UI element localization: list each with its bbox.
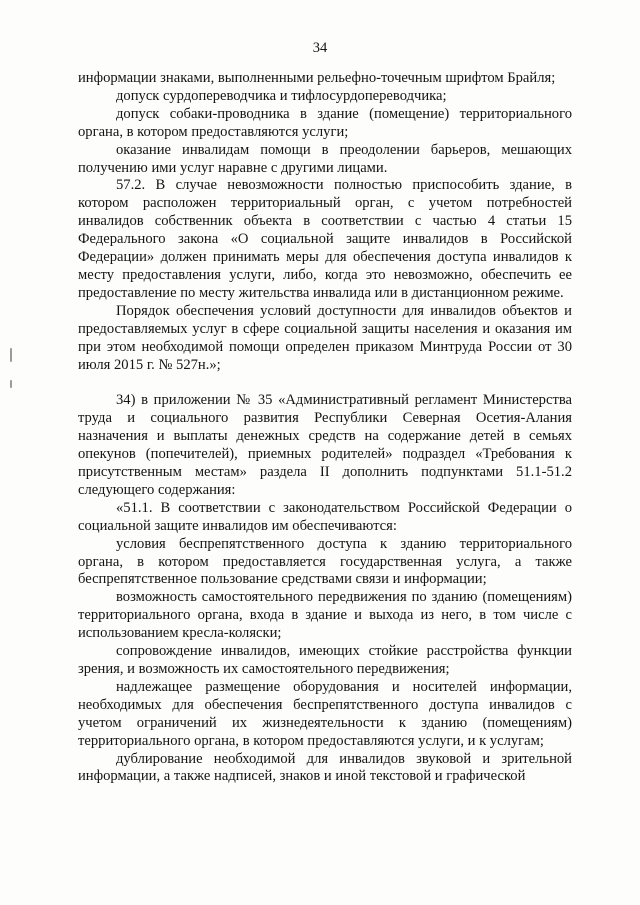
paragraph: 34) в приложении № 35 «Административный регламент Министерства труда и социального развития Республики Северная Осетия-Алания назначения и выплаты денежных средств на содержание детей в семьях опекунов (попечителей), приемных родителей» подраздел «Требования к присутственным местам» раздела II дополнить подпунктами 51.1-51.2 следующего содержания:: [78, 392, 572, 498]
paragraph: информации знаками, выполненными рельефно-точечным шрифтом Брайля;: [78, 70, 556, 86]
paragraph: Порядок обеспечения условий доступности для инвалидов объектов и предоставляемых услуг в сфере социальной защиты населения и оказания им при этом необходимой помощи определен приказом Минтруда России от 30 июля 2015 г. № 527н.»;: [78, 302, 572, 373]
page-number: 34: [312, 40, 328, 56]
paragraph: надлежащее размещение оборудования и носителей информации, необходимых для обеспечения беспрепятственного доступа инвалидов с учетом ограничений их жизнедеятельности к зданию (помещениям) территориального органа, в котором предоставляются услуги, и к услугам;: [78, 678, 572, 749]
paragraph: оказание инвалидам помощи в преодолении барьеров, мешающих получению ими услуг наравне с другими лицами.: [78, 141, 572, 176]
paragraph: возможность самостоятельного передвижения по зданию (помещениям) территориального органа, входа в здание и выхода из него, в том числе с использованием кресла-коляски;: [78, 589, 572, 642]
paragraph: условия беспрепятственного доступа к зданию территориального органа, в котором предоставляется государственная услуга, а также беспрепятственное пользование средствами связи и информации;: [78, 535, 572, 588]
paragraph: допуск собаки-проводника в здание (помещение) территориального органа, в котором предоставляются услуги;: [78, 105, 572, 140]
paragraph: 57.2. В случае невозможности полностью приспособить здание, в котором расположен территориальный орган, с учетом потребностей инвалидов собственник объекта в соответствии с частью 4 статьи 15 Федерального закона «О социальной защите инвалидов в Российской Федерации» должен принимать меры для обеспечения доступа инвалидов к месту предоставления услуги, либо, когда это невозможно, обеспечить ее предоставление по месту жительства инвалида или в дистанционном режиме.: [78, 177, 572, 301]
paragraph: дублирование необходимой для инвалидов звуковой и зрительной информации, а также надписей, знаков и иной текстовой и графической: [78, 750, 572, 785]
paragraph: сопровождение инвалидов, имеющих стойкие расстройства функции зрения, и возможность их самостоятельного передвижения;: [78, 643, 572, 677]
paragraph: допуск сурдопереводчика и тифлосурдопереводчика;: [116, 87, 447, 104]
scan-artifact: [10, 380, 12, 388]
document-body: [78, 70, 572, 786]
scan-artifact: [10, 348, 12, 362]
paragraph: «51.1. В соответствии с законодательством Российской Федерации о социальной защите инвалидов им обеспечиваются:: [78, 499, 572, 534]
